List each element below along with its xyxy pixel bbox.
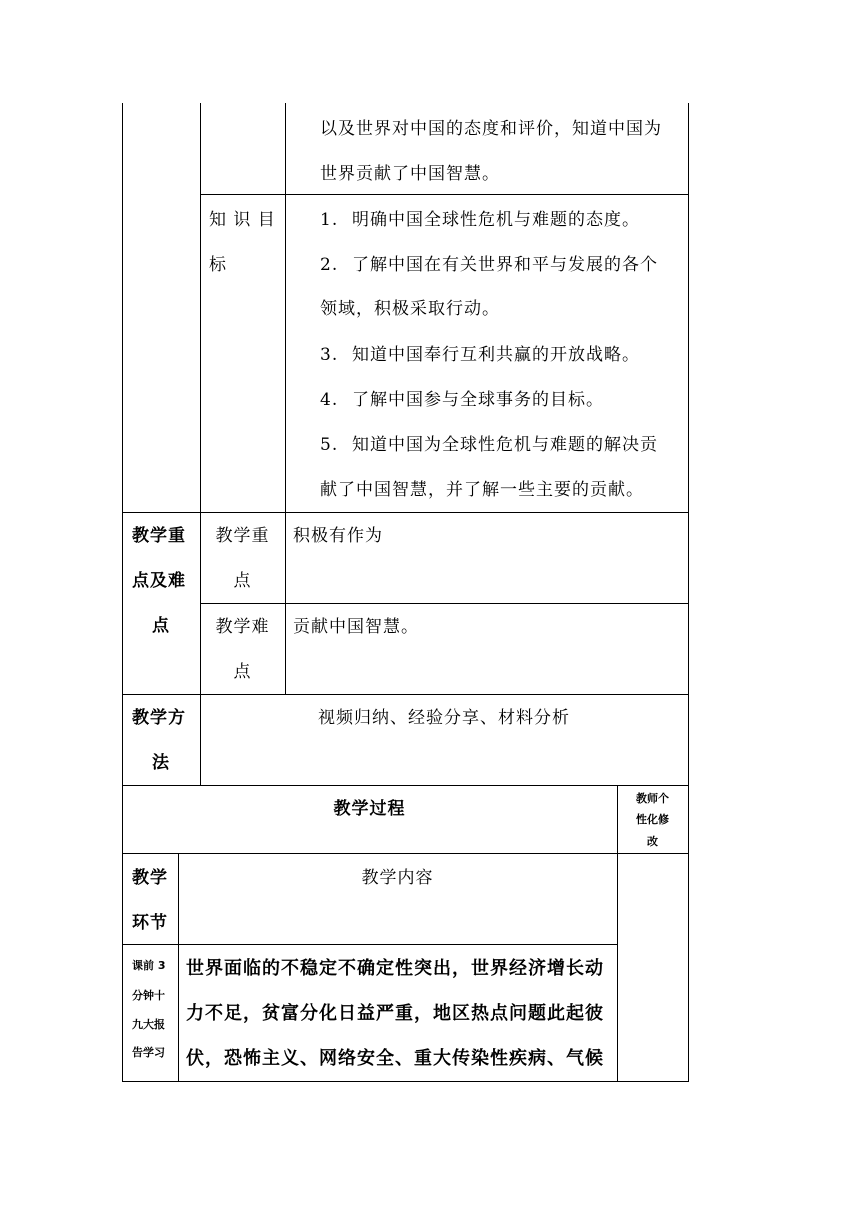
content-header: 教学内容 [361,868,434,888]
content-text-line: 伏，恐怖主义、网络安全、重大传染性疾病、气候 [186,1048,604,1069]
knowledge-goal-label: 标 [209,255,227,275]
goal-item-number: 2. [320,255,339,275]
teaching-difficulty-value: 贡献中国智慧。 [293,617,419,637]
content-text-line: 世界面临的不稳定不确定性突出，世界经济增长动 [186,958,604,979]
teaching-focus-label: 教学重 [215,526,270,546]
goal-item-text: 了解中国参与全球事务的目标。 [352,390,604,410]
goal-item-text-cont: 献了中国智慧，并了解一些主要的贡献。 [320,480,644,500]
key-points-label: 点及难 [132,571,186,591]
goal-item-text: 了解中国在有关世界和平与发展的各个 [352,255,658,275]
teaching-focus-label: 点 [233,571,252,591]
teacher-modification-header: 性化修 [636,813,669,826]
stage-name: 课前 3 [132,959,166,972]
stage-label: 教学 [132,868,168,888]
knowledge-goal-label: 知 识 目 [209,210,276,230]
stage-label: 环节 [132,913,168,933]
goal-item-text-cont: 领域，积极采取行动。 [320,299,500,319]
teaching-method-label: 教学方 [132,708,186,728]
teacher-modification-header: 教师个 [636,792,669,805]
stage-name: 分钟十 [132,989,165,1002]
goal-text-line: 以及世界对中国的态度和评价，知道中国为 [320,119,662,139]
goal-item-number: 4. [320,390,339,410]
teaching-method-label: 法 [152,753,170,773]
goal-item-number: 3. [320,345,339,365]
teaching-difficulty-label: 教学难 [215,617,270,637]
key-points-label: 点 [152,616,170,636]
teacher-modification-header: 改 [647,835,658,848]
goal-item-number: 5. [320,435,339,455]
stage-name: 九大报 [132,1018,165,1031]
stage-name: 告学习 [132,1046,165,1059]
content-text-line: 力不足，贫富分化日益严重，地区热点问题此起彼 [186,1003,604,1024]
goal-item-text: 知道中国为全球性危机与难题的解决贡 [352,435,658,455]
teaching-method-value: 视频归纳、经验分享、材料分析 [318,708,570,728]
goal-item-number: 1. [320,210,339,230]
goal-item-text: 知道中国奉行互利共赢的开放战略。 [352,345,640,365]
teaching-focus-value: 积极有作为 [293,526,383,546]
goal-text-line: 世界贡献了中国智慧。 [320,164,500,184]
key-points-label: 教学重 [132,526,186,546]
process-header: 教学过程 [333,799,406,819]
teaching-difficulty-label: 点 [233,662,252,682]
goal-item-text: 明确中国全球性危机与难题的态度。 [352,210,640,230]
